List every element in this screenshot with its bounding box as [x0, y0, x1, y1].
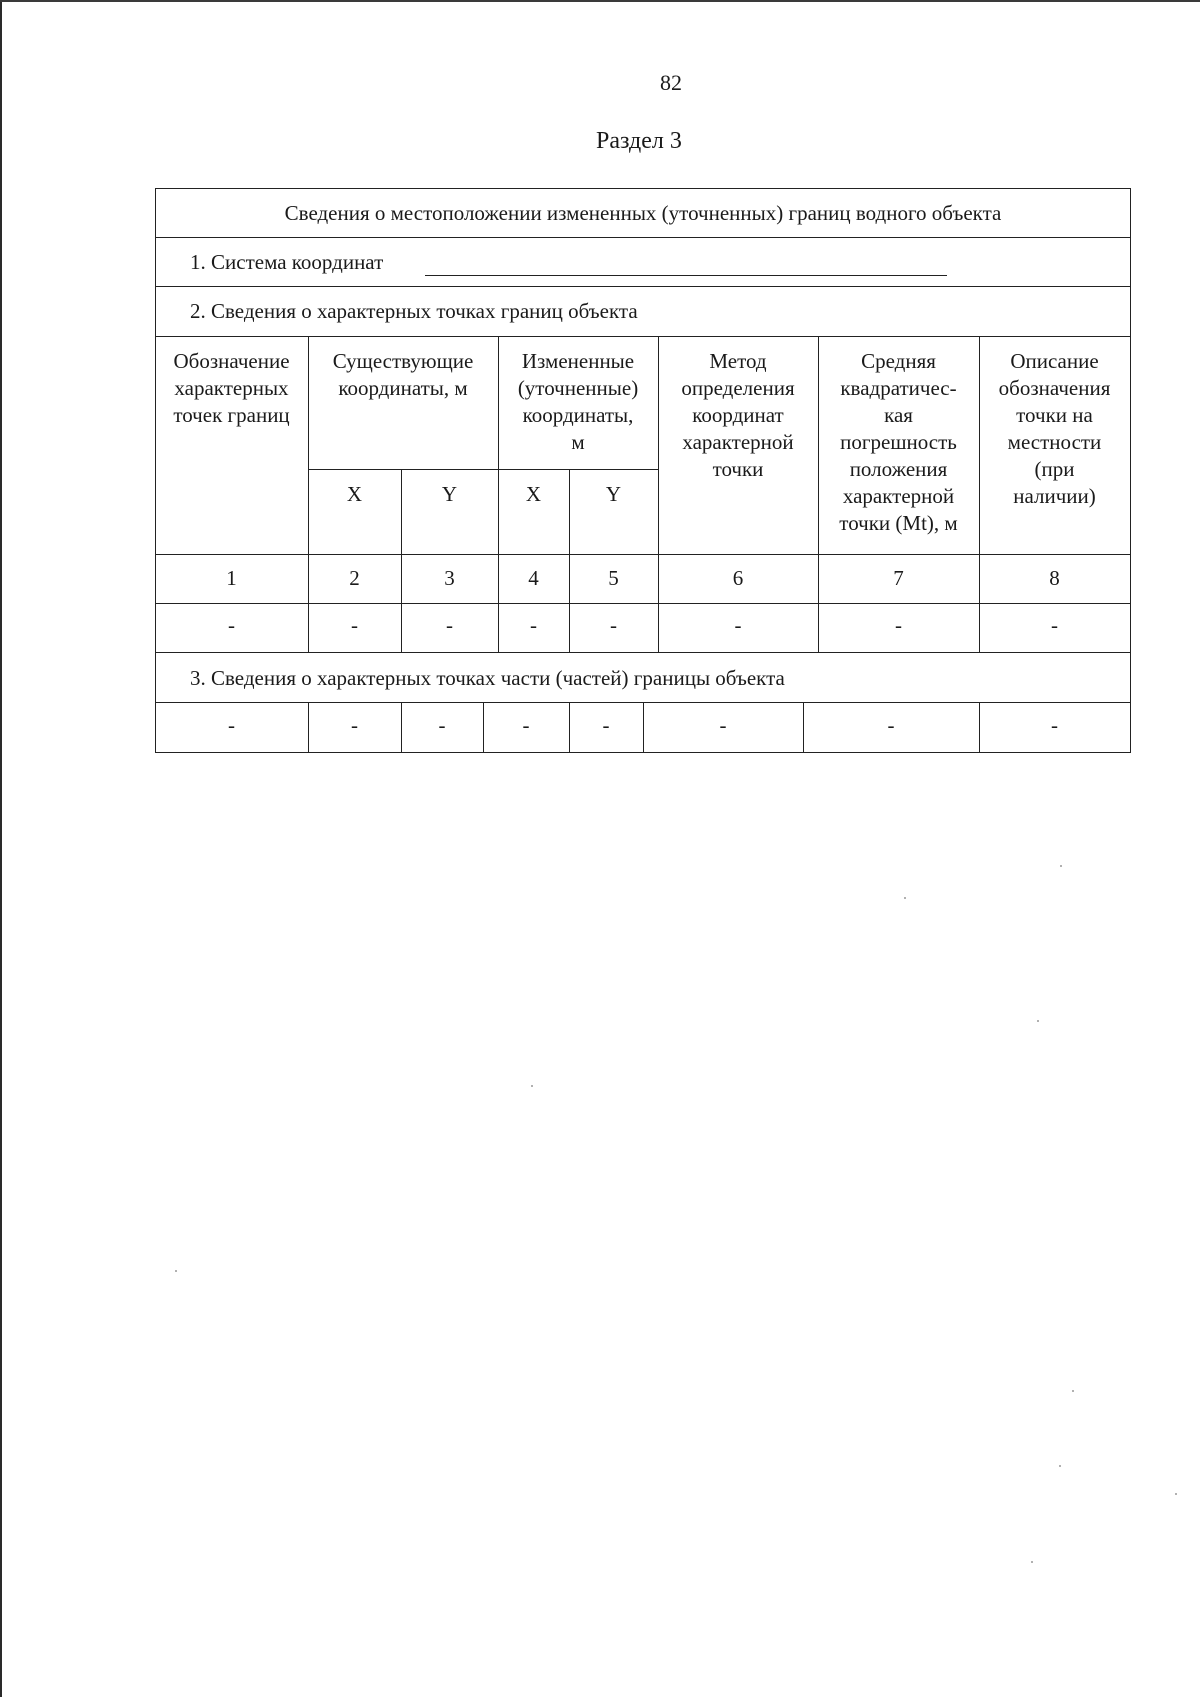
subheader-x: X — [346, 482, 363, 506]
table-border-top — [155, 188, 1131, 189]
scan-speck — [904, 897, 906, 899]
table-cell: - — [351, 613, 358, 637]
page-number: 82 — [660, 70, 682, 95]
table-cell: - — [719, 713, 727, 737]
subheader-x: X — [525, 482, 542, 506]
table-rule — [155, 286, 1131, 287]
coordinate-system-fill-line — [425, 275, 947, 276]
table-border-right — [1130, 188, 1131, 752]
table-cell: - — [446, 613, 453, 637]
header-mean-square-error: Средняя квадратичес- кая погрешность положения характерной точки (Mt), м — [839, 349, 958, 535]
table-title: Сведения о местоположении измененных (уточненных) границ водного объекта — [284, 201, 1002, 225]
table-cell: - — [895, 613, 902, 637]
table-rule — [155, 554, 1131, 555]
scan-speck — [1031, 1561, 1033, 1563]
table-border-left — [155, 188, 156, 752]
column-number: 2 — [349, 566, 360, 590]
section-2-heading: 2. Сведения о характерных точках границ объекта — [190, 299, 638, 323]
table-rule — [308, 469, 658, 470]
table-rule — [155, 652, 1131, 653]
header-point-designation: Обозначение характерных точек границ — [173, 349, 290, 427]
header-point-description: Описание обозначения точки на местности (при наличии) — [998, 349, 1111, 508]
table-rule — [155, 603, 1131, 604]
section-3-heading: 3. Сведения о характерных точках части (частей) границы объекта — [190, 666, 785, 690]
table-cell: - — [1051, 613, 1058, 637]
section-title: Раздел 3 — [596, 128, 682, 154]
subheader-y: Y — [441, 482, 458, 506]
column-number: 4 — [528, 566, 539, 590]
scan-speck — [531, 1085, 533, 1087]
column-number: 5 — [608, 566, 619, 590]
scan-speck — [1037, 1020, 1039, 1022]
scan-speck — [1059, 1465, 1061, 1467]
header-existing-coordinates: Существующие координаты, м — [332, 349, 474, 400]
table-rule — [155, 336, 1131, 337]
scan-speck — [1175, 1493, 1177, 1495]
table-cell: - — [351, 713, 358, 737]
table-cell: - — [530, 613, 537, 637]
table-rule — [155, 237, 1131, 238]
subheader-y: Y — [605, 482, 622, 506]
column-number: 1 — [226, 566, 237, 590]
scan-speck — [1060, 865, 1062, 867]
table-cell: - — [438, 713, 446, 737]
table-cell: - — [1051, 713, 1058, 737]
header-changed-coordinates: Измененные (уточненные) координаты, м — [517, 349, 639, 454]
table-border-bottom — [155, 752, 1131, 753]
table-cell: - — [228, 613, 235, 637]
column-number: 8 — [1049, 566, 1060, 590]
table-cell: - — [522, 713, 530, 737]
table-cell: - — [610, 613, 617, 637]
scan-speck — [1072, 1390, 1074, 1392]
column-number: 3 — [444, 566, 455, 590]
scan-speck — [175, 1270, 177, 1272]
coordinate-system-label: 1. Система координат — [190, 250, 384, 274]
header-determination-method: Метод определения координат характерной точки — [681, 349, 795, 481]
table-cell: - — [887, 713, 895, 737]
table-cell: - — [228, 713, 235, 737]
column-number: 6 — [732, 566, 744, 590]
table-cell: - — [602, 713, 610, 737]
table-cell: - — [734, 613, 742, 637]
column-number: 7 — [893, 566, 904, 590]
